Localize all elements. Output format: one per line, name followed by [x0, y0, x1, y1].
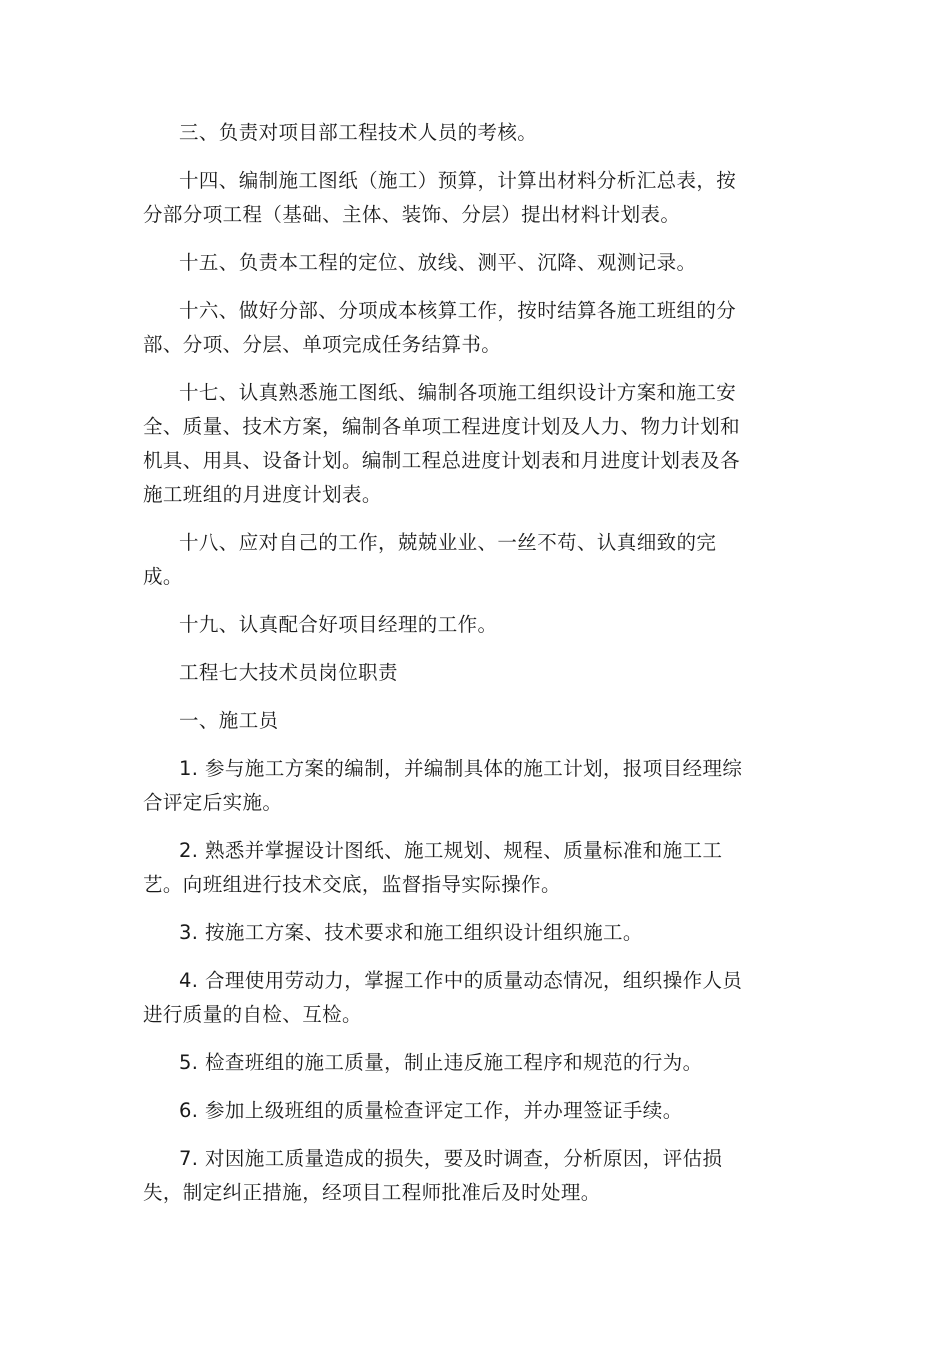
document-body [143, 116, 751, 1224]
subsection-heading: 一、施工员 [179, 709, 279, 732]
duty-item-1: 1. 参与施工方案的编制，并编制具体的施工计划，报项目经理综合评定后实施。 [143, 757, 743, 814]
paragraph-item-14: 十四、编制施工图纸（施工）预算，计算出材料分析汇总表，按分部分项工程（基础、主体、装饰、分层）提出材料计划表。 [143, 169, 737, 226]
paragraph-item-3: 三、负责对项目部工程技术人员的考核。 [179, 121, 538, 144]
duty-item-7: 7. 对因施工质量造成的损失，要及时调查，分析原因，评估损失，制定纠正措施，经项目工程师批准后及时处理。 [143, 1147, 723, 1204]
paragraph-item-18: 十八、应对自己的工作，兢兢业业、一丝不苟、认真细致的完成。 [143, 531, 717, 588]
paragraph-item-19: 十九、认真配合好项目经理的工作。 [179, 613, 498, 636]
duty-item-3: 3. 按施工方案、技术要求和施工组织设计组织施工。 [179, 921, 643, 944]
duty-item-2: 2. 熟悉并掌握设计图纸、施工规划、规程、质量标准和施工工艺。向班组进行技术交底，监督指导实际操作。 [143, 839, 723, 896]
duty-item-5: 5. 检查班组的施工质量，制止违反施工程序和规范的行为。 [179, 1051, 703, 1074]
paragraph-item-16: 十六、做好分部、分项成本核算工作，按时结算各施工班组的分部、分项、分层、单项完成任务结算书。 [143, 299, 737, 356]
section-heading: 工程七大技术员岗位职责 [179, 661, 398, 684]
duty-item-6: 6. 参加上级班组的质量检查评定工作，并办理签证手续。 [179, 1099, 683, 1122]
paragraph-item-17: 十七、认真熟悉施工图纸、编制各项施工组织设计方案和施工安全、质量、技术方案，编制各单项工程进度计划及人力、物力计划和机具、用具、设备计划。编制工程总进度计划表和月进度计划表及各施工班组的月进度计划表。 [143, 381, 741, 506]
paragraph-item-15: 十五、负责本工程的定位、放线、测平、沉降、观测记录。 [179, 251, 697, 274]
duty-item-4: 4. 合理使用劳动力，掌握工作中的质量动态情况，组织操作人员进行质量的自检、互检。 [143, 969, 743, 1026]
